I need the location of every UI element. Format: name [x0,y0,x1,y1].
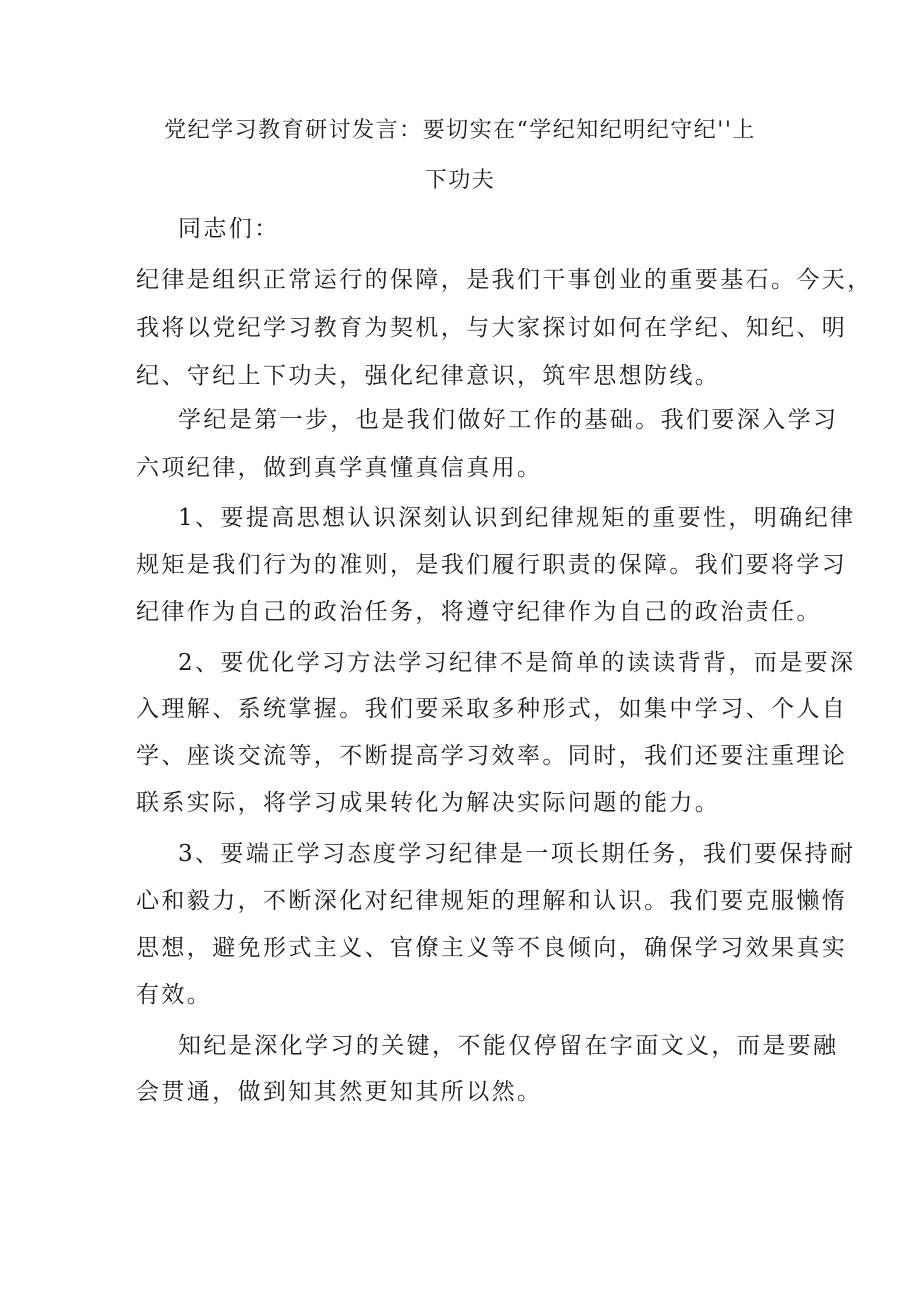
paragraph-line: 知纪是深化学习的关键，不能仅停留在字面文义，而是要融 [178,1033,839,1059]
paragraph-line: 心和毅力，不断深化对纪律规矩的理解和认识。我们要克服懒惰 [136,888,848,914]
paragraph-line: 规矩是我们行为的准则，是我们履行职责的保障。我们要将学习 [136,552,848,578]
paragraph-line: 有效。 [136,982,213,1008]
paragraph-line: 学纪是第一步，也是我们做好工作的基础。我们要深入学习 [178,407,839,433]
document-title-line-1: 党纪学习教育研讨发言：要切实在“学纪知纪明纪守纪''上 [164,118,756,143]
document-title-line-2: 下功夫 [424,168,496,193]
paragraph-line: 联系实际，将学习成果转化为解决实际问题的能力。 [136,790,721,816]
paragraph-line: 纪律作为自己的政治任务，将遵守纪律作为自己的政治责任。 [136,599,822,625]
paragraph-line: 2、要优化学习方法学习纪律不是简单的读读背背，而是要深 [178,650,856,676]
paragraph-line: 会贯通，做到知其然更知其所以然。 [136,1079,543,1105]
paragraph-line: 纪律是组织正常运行的保障，是我们干事创业的重要基石。今天， [136,267,873,293]
paragraph-line: 六项纪律，做到真学真懂真信真用。 [136,455,543,481]
paragraph-line: 纪、守纪上下功夫，强化纪律意识，筑牢思想防线。 [136,363,721,389]
paragraph-line: 学、座谈交流等，不断提高学习效率。同时，我们还要注重理论 [136,743,848,769]
salutation: 同志们： [178,216,280,242]
paragraph-line: 入理解、系统掌握。我们要采取多种形式，如集中学习、个人自 [136,696,848,722]
paragraph-line: 1、要提高思想认识深刻认识到纪律规矩的重要性，明确纪律 [178,505,856,531]
paragraph-line: 思想，避免形式主义、官僚主义等不良倾向，确保学习效果真实 [136,935,848,961]
paragraph-line: 我将以党纪学习教育为契机，与大家探讨如何在学纪、知纪、明 [136,315,848,341]
paragraph-line: 3、要端正学习态度学习纪律是一项长期任务，我们要保持耐 [178,841,856,867]
